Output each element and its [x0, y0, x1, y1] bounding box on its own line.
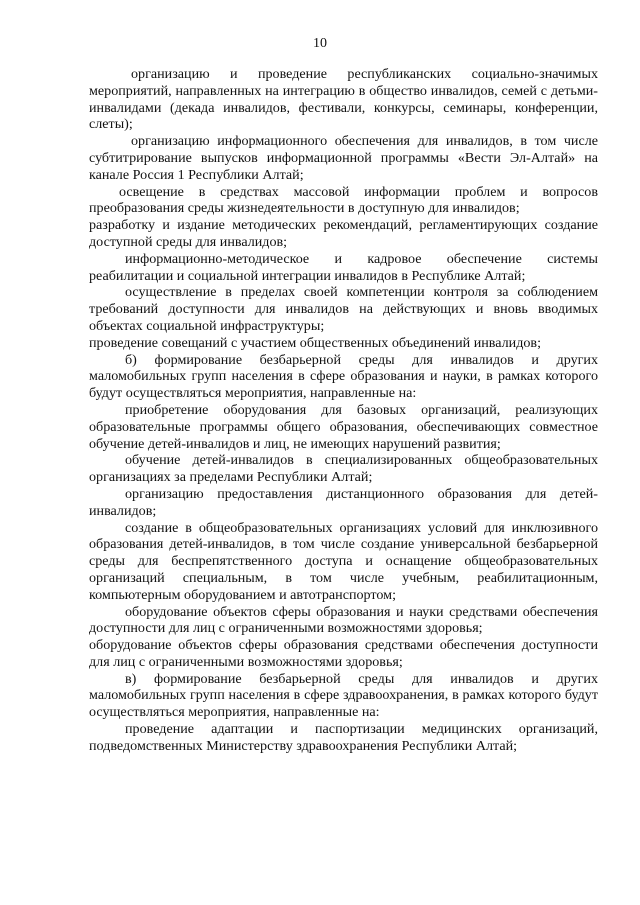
- paragraph-staffing-support: информационно-методическое и кадровое обеспечение системы реабилитации и социальной интеграции инвалидов в Республике Алтай;: [89, 250, 598, 284]
- paragraph-section-b: б) формирование безбарьерной среды для инвалидов и других маломобильных групп населения в сфере образования и науки, в рамках которого будут осуществляться мероприятия, направленные на:: [89, 351, 598, 402]
- paragraph-accessibility-control: осуществление в пределах своей компетенции контроля за соблюдением требований доступности для инвалидов на действующих и вновь вводимых объектах социальной инфраструктуры;: [89, 284, 598, 334]
- paragraph-medical-organizations: проведение адаптации и паспортизации медицинских организаций, подведомственных Министерству здравоохранения Республики Алтай;: [89, 721, 598, 754]
- paragraph-methodical-recommendations: разработку и издание методических рекомендаций, регламентирующих создание доступной среды для инвалидов;: [89, 217, 598, 250]
- paragraph-distance-education: организацию предоставления дистанционного образования для детей-инвалидов;: [89, 485, 598, 519]
- document-body: [89, 66, 598, 755]
- paragraph-meetings: проведение совещаний с участием общественных объединений инвалидов;: [89, 334, 542, 351]
- paragraph-inclusive-conditions: создание в общеобразовательных организациях условий для инклюзивного образования детей-инвалидов, в том числе создание универсальной безбарьерной среды для беспрепятственного доступа и оснащение общеобразовательных организаций специальным, в том числе учебным, реабилитационным, компьютерным оборудованием и автотранспортом;: [89, 519, 598, 603]
- paragraph-information-support: организацию информационного обеспечения для инвалидов, в том числе субтитрирование выпусков информационной программы «Вести Эл-Алтай» на канале Россия 1 Республики Алтай;: [89, 133, 598, 183]
- paragraph-section-v: в) формирование безбарьерной среды для инвалидов и других маломобильных групп населения в сфере здравоохранения, в рамках которого будут осуществляться мероприятия, направленные на:: [89, 670, 598, 721]
- paragraph-mass-media: освещение в средствах массовой информации проблем и вопросов преобразования среды жизнедеятельности в доступную для инвалидов;: [89, 183, 598, 217]
- paragraph-social-events: организацию и проведение республиканских социально-значимых мероприятий, направленных на интеграцию в общество инвалидов, семей с детьми-инвалидами (декада инвалидов, фестивали, конкурсы, семинары, конференции, слеты);: [89, 66, 598, 133]
- paragraph-equipment-purchase: приобретение оборудования для базовых организаций, реализующих образовательные программы общего образования, обеспечивающих совместное обучение детей-инвалидов и лиц, не имеющих нарушений развития;: [89, 401, 598, 452]
- paragraph-education-facilities: оборудование объектов сферы образования средствами обеспечения доступности для лиц с ограниченными возможностями здоровья;: [89, 637, 598, 670]
- paragraph-education-science-facilities: оборудование объектов сферы образования и науки средствами обеспечения доступности для лиц с ограниченными возможностями здоровья;: [89, 603, 598, 637]
- paragraph-specialized-education: обучение детей-инвалидов в специализированных общеобразовательных организациях за пределами Республики Алтай;: [89, 452, 598, 486]
- page-number: 10: [313, 36, 327, 51]
